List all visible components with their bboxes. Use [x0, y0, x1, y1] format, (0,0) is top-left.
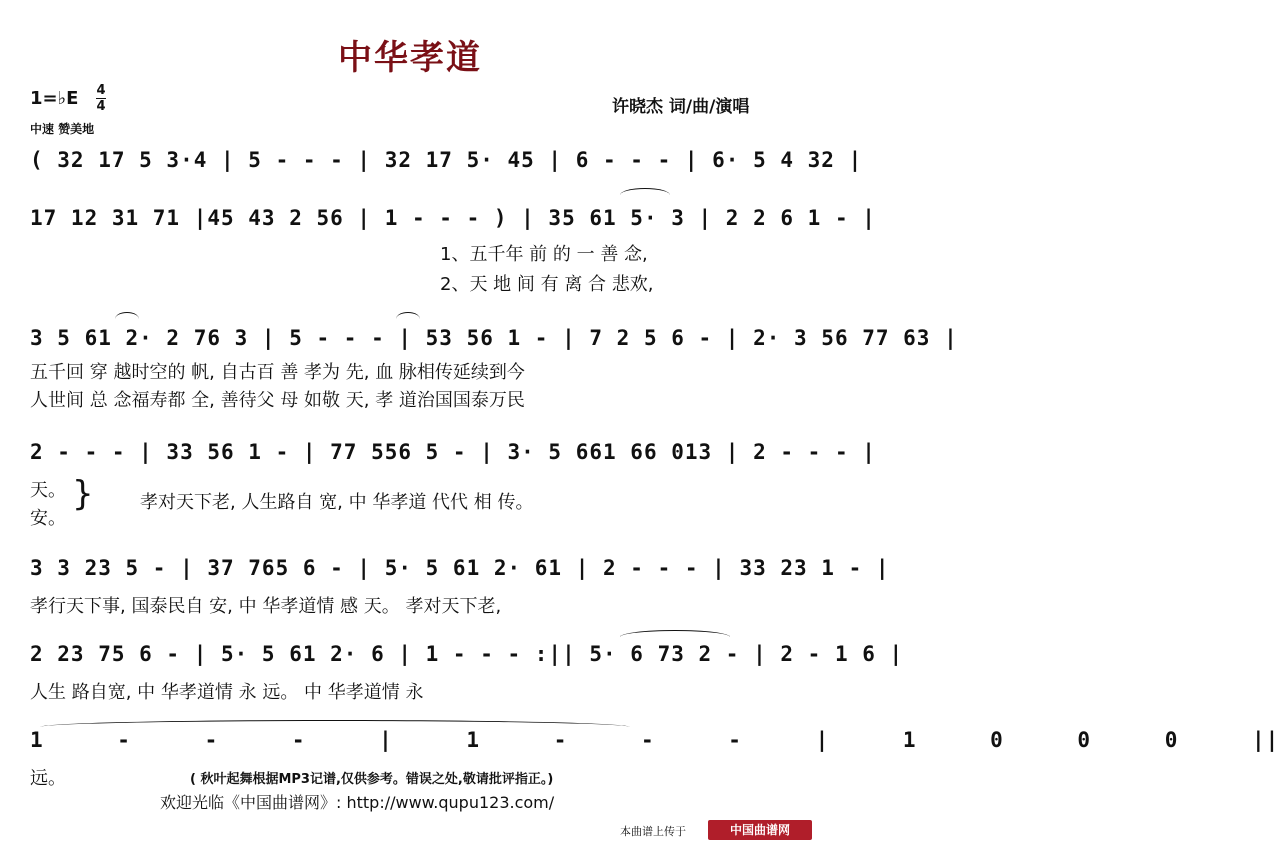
notation-row-1: ( 32 17 5 3·4 | 5 - - - | 32 17 5· 45 | 6 - - - | 6· 5 4 32 | — [30, 148, 863, 172]
lyrics-row-3-verse-2: 人世间 总 念福寿都 全, 善待父 母 如敬 天, 孝 道治国国泰万民 — [30, 390, 525, 411]
notation-row-3: 3 5 61 2· 2 76 3 | 5 - - - | 53 56 1 - | 7 2 5 6 - | 2· 3 56 77 63 | — [30, 326, 958, 350]
lyrics-chorus-line: 孝对天下老, 人生路自 宽, 中 华孝道 代代 相 传。 — [140, 492, 534, 513]
long-tie-arc — [40, 720, 630, 727]
lyrics-row-5: 孝行天下事, 国泰民自 安, 中 华孝道情 感 天。 孝对天下老, — [30, 596, 502, 617]
tie-arc — [620, 188, 670, 195]
tempo-marking: 中速 赞美地 — [30, 122, 95, 136]
notation-row-6: 2 23 75 6 - | 5· 5 61 2· 6 | 1 - - - :|| 5· 6 73 2 - | 2 - 1 6 | — [30, 642, 904, 666]
song-title: 中华孝道 — [338, 38, 482, 78]
lyrics-row-4-verse-2: 安。 — [30, 508, 66, 529]
lyrics-row-4-verse-1: 天。 — [30, 480, 66, 501]
upload-caption: 本曲谱上传于 — [620, 825, 686, 838]
transcription-note: ( 秋叶起舞根据MP3记谱,仅供参考。错误之处,敬请批评指正。) — [190, 772, 554, 787]
key-signature: 1=♭E — [30, 88, 79, 109]
notation-row-5: 3 3 23 5 - | 37 765 6 - | 5· 5 61 2· 61 | 2 - - - | 33 23 1 - | — [30, 556, 890, 580]
lyrics-row-7: 远。 — [30, 768, 66, 789]
lyrics-row-2-verse-1: 1、五千年 前 的 一 善 念, — [440, 244, 648, 265]
lyrics-row-6: 人生 路自宽, 中 华孝道情 永 远。 中 华孝道情 永 — [30, 682, 424, 703]
notation-row-7: 1 - - - | 1 - - - | 1 0 0 0 || — [30, 728, 1279, 752]
verse-brace: } — [72, 474, 94, 514]
author-credit: 许晓杰 词/曲/演唱 — [612, 97, 750, 117]
welcome-banner[interactable]: 欢迎光临《中国曲谱网》: http://www.qupu123.com/ — [160, 793, 555, 812]
notation-row-2: 17 12 31 71 |45 43 2 56 | 1 - - - ) | 35 61 5· 3 | 2 2 6 1 - | — [30, 206, 876, 230]
time-signature: 4 4 — [96, 83, 106, 114]
lyrics-row-3-verse-1: 五千回 穿 越时空的 帆, 自古百 善 孝为 先, 血 脉相传延续到今 — [30, 362, 525, 383]
notation-row-4: 2 - - - | 33 56 1 - | 77 556 5 - | 3· 5 661 66 013 | 2 - - - | — [30, 440, 876, 464]
tie-arc — [115, 312, 139, 319]
lyrics-row-2-verse-2: 2、天 地 间 有 离 合 悲欢, — [440, 274, 654, 295]
site-logo[interactable]: 中国曲谱网 — [708, 820, 812, 840]
tie-arc — [620, 630, 730, 637]
tie-arc — [396, 312, 420, 319]
